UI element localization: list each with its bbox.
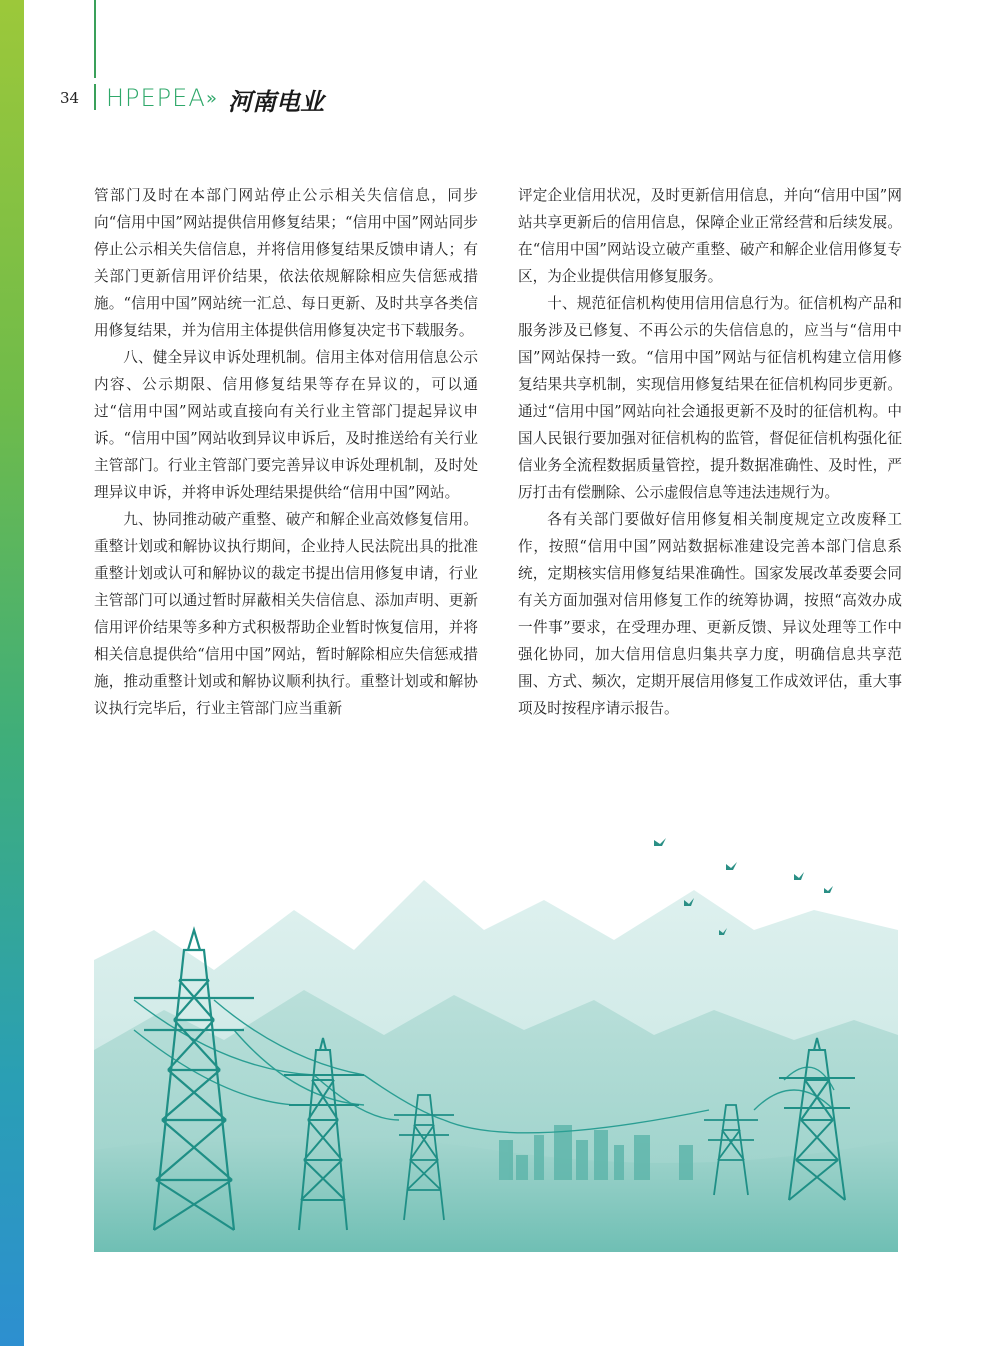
bird-icon <box>824 886 833 893</box>
paragraph-section-9: 九、协同推动破产重整、破产和解企业高效修复信用。重整计划或和解协议执行期间，企业持人民法院出具的批准重整计划或认可和解协议的裁定书提出信用修复申请，行业主管部门可以通过暂时屏蔽相关失信信息、添加声明、更新信用评价结果等多种方式积极帮助企业暂时恢复信用，并将相关信息提供给“信用中国”网站，暂时解除相应失信惩戒措施，推动重整计划或和解协议顺利执行。重整计划或和解协议执行完毕后，行业主管部门应当重新 <box>94 511 478 717</box>
brand-chevron-icon: » <box>206 88 218 109</box>
left-column <box>94 182 478 722</box>
right-column <box>518 182 902 722</box>
bird-icon <box>654 838 666 846</box>
paragraph-section-8: 八、健全异议申诉处理机制。信用主体对信用信息公示内容、公示期限、信用修复结果等存在异议的，可以通过“信用中国”网站或直接向有关行业主管部门提起异议申诉。“信用中国”网站收到异议申诉后，及时推送给有关行业主管部门。行业主管部门要完善异议申诉处理机制，及时处理异议申诉，并将申诉处理结果提供给“信用中国”网站。 <box>94 349 478 501</box>
page-number: 34 <box>60 89 80 107</box>
paragraph-continuation-right: 评定企业信用状况，及时更新信用信息，并向“信用中国”网站共享更新后的信用信息，保障企业正常经营和后续发展。在“信用中国”网站设立破产重整、破产和解企业信用修复专区，为企业提供信用修复服务。 <box>518 187 902 285</box>
bird-icon <box>794 872 804 880</box>
side-color-bar <box>0 0 24 1346</box>
paragraph-section-10: 十、规范征信机构使用信用信息行为。征信机构产品和服务涉及已修复、不再公示的失信信息的，应当与“信用中国”网站保持一致。“信用中国”网站与征信机构建立信用修复结果共享机制，实现信用修复结果在征信机构同步更新。通过“信用中国”网站向社会通报更新不及时的征信机构。中国人民银行要加强对征信机构的监管，督促征信机构强化征信业务全流程数据质量管控，提升数据准确性、及时性，严厉打击有偿删除、公示虚假信息等违法违规行为。 <box>518 295 902 501</box>
paragraph-closing: 各有关部门要做好信用修复相关制度规定立改废释工作，按照“信用中国”网站数据标准建设完善本部门信息系统，定期核实信用修复结果准确性。国家发展改革委要会同有关方面加强对信用修复工作的统筹协调，按照“高效办成一件事”要求，在受理办理、更新反馈、异议处理等工作中强化协同，加大信用信息归集共享力度，明确信息共享范围、方式、频次，定期开展信用修复工作成效评估，重大事项及时按程序请示报告。 <box>518 511 902 717</box>
landscape-svg <box>94 820 898 1252</box>
brand-latin-logo: HPEPEA <box>106 84 206 112</box>
header-divider <box>94 84 96 110</box>
power-line-illustration <box>94 820 898 1252</box>
brand-chinese-logo: 河南电业 <box>228 87 324 116</box>
paragraph-continuation: 管部门及时在本部门网站停止公示相关失信信息，同步向“信用中国”网站提供信用修复结果；“信用中国”网站同步停止公示相关失信信息，并将信用修复结果反馈申请人；有关部门更新信用评价结果，依法依规解除相应失信惩戒措施。“信用中国”网站统一汇总、每日更新、及时共享各类信用修复结果，并为信用主体提供信用修复决定书下载服务。 <box>94 187 478 339</box>
header-top-line <box>94 0 96 78</box>
bird-icon <box>726 862 737 870</box>
